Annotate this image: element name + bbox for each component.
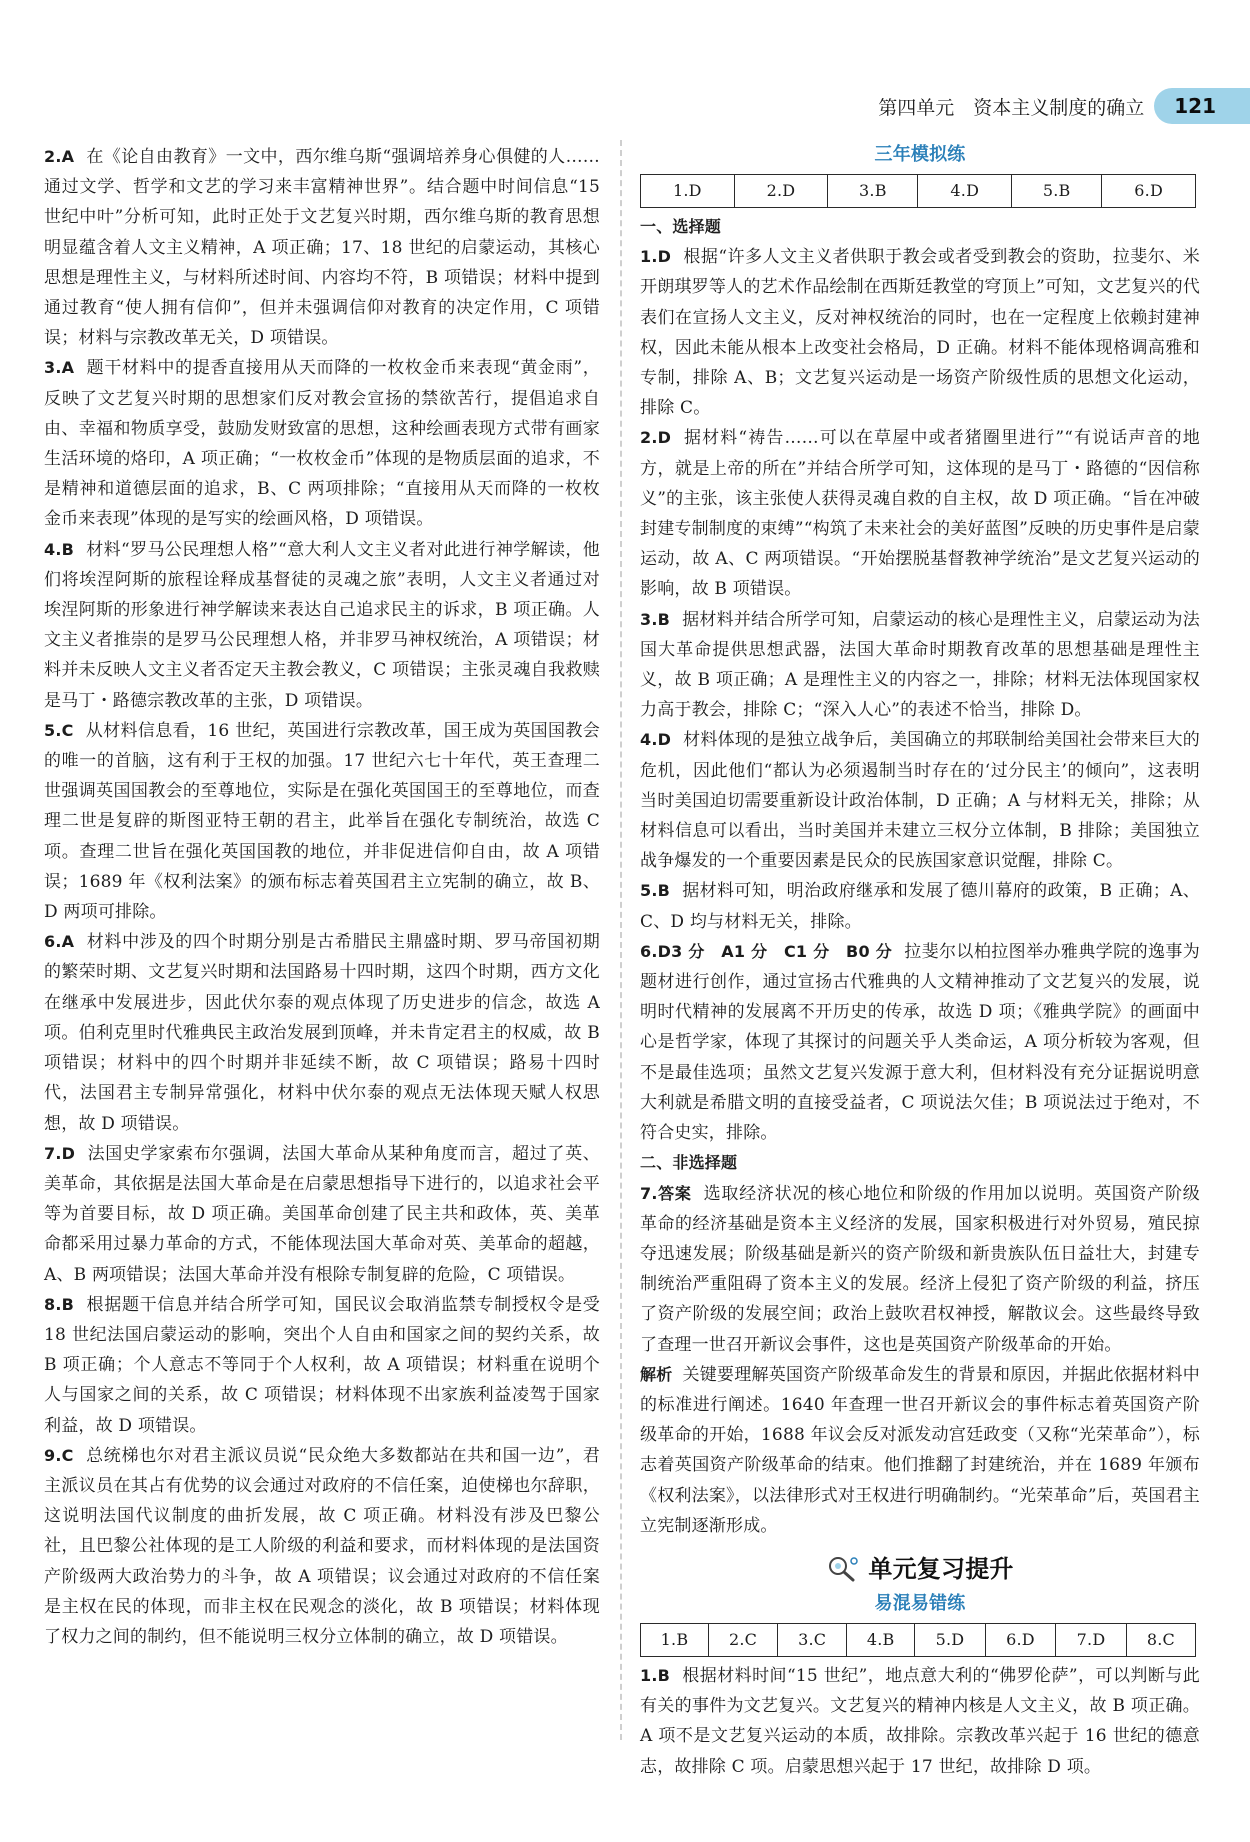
answer-item: 9.C 总统梯也尔对君主派议员说“民众绝大多数都站在共和国一边”，君主派议员在其占有优势的议会通过对政府的不信任案，迫使梯也尔辞职，这说明法国代议制度的曲折发展，故 C 项正确。材料没有涉及巴黎公社，且巴黎公社体现的是工人阶级的利益和要求，而材料体现的是法国资产阶级两大政治势力的斗争，故 A 项错误；议会通过对政府的不信任案是主权在民的体现，而非主权在民观念的淡化，故 B 项错误；材料体现了权力之间的制约，但不能说明三权分立体制的确立，故 D 项错误。: [44, 1445, 600, 1647]
answer-item: 6.A 材料中涉及的四个时期分别是古希腊民主鼎盛时期、罗马帝国初期的繁荣时期、文艺复兴时期和法国路易十四时期，这四个时期，西方文化在继承中发展进步，因此伏尔泰的观点体现了历史进步的信念，故选 A 项。伯利克里时代雅典民主政治发展到顶峰，并未肯定君主的权威，故 B 项错误；材料中的四个时期并非延续不断，故 C 项错误；路易十四时代，法国君主专制异常强化，材料中伏尔泰的观点无法体现天赋人权思想，故 D 项错误。: [44, 932, 600, 1134]
right-column: [640, 140, 1200, 1782]
practice-section-title: 三年模拟练: [874, 144, 966, 165]
review-section-title: 易混易错练: [874, 1592, 966, 1614]
left-column: [44, 142, 600, 1652]
page-header: [878, 88, 1250, 124]
answer-item: 5.C 从材料信息看，16 世纪，英国进行宗教改革，国王成为英国国教会的唯一的首脑，这有利于王权的加强。17 世纪六七十年代，英王查理二世强调英国国教会的至尊地位，实际是在强化英国国王的至尊地位，而查理二世是复辟的斯图亚特王朝的君主，此举旨在强化专制统治，故选 C 项。查理二世旨在强化英国国教的地位，并非促进信仰自由，故 A 项错误；1689 年《权利法案》的颁布标志着英国君主立宪制的确立，故 B、D 两项可排除。: [44, 720, 600, 923]
answer-cell: 3.B: [828, 175, 918, 208]
answer-item: 6.D3 分 A1 分 C1 分 B0 分 拉斐尔以柏拉图举办雅典学院的逸事为题材进行创作，通过宣扬古代雅典的人文精神推动了文艺复兴的发展，说明时代精神的发展离不开历史的传承，故选 D 项；《雅典学院》的画面中心是哲学家，体现了其探讨的问题关乎人类命运，A 项分析较为客观，但不是最佳选项；虽然文艺复兴发源于意大利，但材料没有充分证据说明意大利就是希腊文明的直接受益者，C 项说法欠佳；B 项说法过于绝对，不符合史实，排除。: [640, 941, 1201, 1144]
answer-item: 2.D 据材料“祷告……可以在草屋中或者猪圈里进行”“有说话声音的地方，就是上帝的所在”并结合所学可知，这体现的是马丁・路德的“因信称义”的主张，该主张使人获得灵魂自救的自主权，故 D 项正确。“旨在冲破封建专制制度的束缚”“构筑了未来社会的美好蓝图”反映的历史事件是启蒙运动，故 A、C 两项错误。“开始摆脱基督教神学统治”是文艺复兴运动的影响，故 B 项错误。: [640, 428, 1200, 600]
answer-item: 1.B 根据材料时间“15 世纪”，地点意大利的“佛罗伦萨”，可以判断与此有关的事件为文艺复兴。文艺复兴的精神内核是人文主义，故 B 项正确。A 项不是文艺复兴运动的本质，故排除。宗教改革兴起于 16 世纪的德意志，故排除 C 项。启蒙思想兴起于 17 世纪，故排除 D 项。: [640, 1665, 1200, 1777]
answer-item: 3.A 题干材料中的提香直接用从天而降的一枚枚金币来表现“黄金雨”，反映了文艺复兴时期的思想家们反对教会宣扬的禁欲苦行，提倡追求自由、幸福和物质享受，鼓励发财致富的思想，这种绘画表现方式带有画家生活环境的烙印，A 项正确；“一枚枚金币”体现的是物质层面的追求，不是精神和道德层面的追求，B、C 两项排除；“直接用从天而降的一枚枚金币来表现”体现的是写实的绘画风格，D 项错误。: [44, 358, 600, 530]
answer-item: 4.B 材料“罗马公民理想人格”“意大利人文主义者对此进行神学解读，他们将埃涅阿斯的旅程诠释成基督徒的灵魂之旅”表明，人文主义者通过对埃涅阿斯的形象进行神学解读来表达自己追求民主的诉求，B 项正确。人文主义者推崇的是罗马公民理想人格，并非罗马神权统治，A 项错误；材料并未反映人文主义者否定天主教会教义，C 项错误；主张灵魂自我救赎是马丁・路德宗教改革的主张，D 项错误。: [44, 539, 600, 711]
answer-item: 4.D 材料体现的是独立战争后，美国确立的邦联制给美国社会带来巨大的危机，因此他们“都认为必须遏制当时存在的‘过分民主’的倾向”，这表明当时美国迫切需要重新设计政治体制，D 正确；A 与材料无关，排除；从材料信息可以看出，当时美国并未建立三权分立体制，B 排除；美国独立战争爆发的一个重要因素是民众的民族国家意识觉醒，排除 C。: [640, 730, 1200, 872]
answer-item: 2.A 在《论自由教育》一文中，西尔维乌斯“强调培养身心俱健的人……通过文学、哲学和文艺的学习来丰富精神世界”。结合题中时间信息“15 世纪中叶”分析可知，此时正处于文艺复兴时期，西尔维乌斯的教育思想明显蕴含着人文主义精神，A 项正确；17、18 世纪的启蒙运动，其核心思想是理性主义，与材料所述时间、内容均不符，B 项错误；材料中提到通过教育“使人拥有信仰”，但并未强调信仰对教育的决定作用，C 项错误；材料与宗教改革无关，D 项错误。: [44, 147, 600, 349]
answer-cell: 4.B: [847, 1623, 915, 1656]
choice-section-heading: 一、选择题: [640, 217, 722, 236]
answer-cell: 6.D: [1102, 175, 1196, 208]
review-answer-table: [640, 1623, 1196, 1657]
answer-cell: 5.D: [915, 1623, 986, 1656]
answer-cell: 4.D: [918, 175, 1012, 208]
answer-cell: 2.D: [734, 175, 828, 208]
answer-cell: 3.C: [778, 1623, 847, 1656]
answer-item: 7.D 法国史学家索布尔强调，法国大革命从某种角度而言，超过了英、美革命，其依据是法国大革命是在启蒙思想指导下进行的，以追求社会平等为首要目标，故 D 项正确。美国革命创建了民主共和政体，英、美革命都采用过暴力革命的方式，不能体现法国大革命对英、美革命的超越，A、B 两项错误；法国大革命并没有根除专制复辟的危险，C 项错误。: [44, 1143, 600, 1285]
answer-cell: 6.D: [985, 1623, 1056, 1656]
answer-cell: 7.D: [1056, 1623, 1127, 1656]
answer-cell: 1.D: [641, 175, 735, 208]
nonchoice-section-heading: 二、非选择题: [640, 1153, 738, 1173]
practice-answer-table: [640, 174, 1196, 208]
answer-item: 1.D 根据“许多人文主义者供职于教会或者受到教会的资助，拉斐尔、米开朗琪罗等人的艺术作品绘制在西斯廷教堂的穹顶上”可知，文艺复兴的代表们在宣扬人文主义，反对神权统治的同时，也在一定程度上依赖封建神权，因此未能从根本上改变社会格局，D 正确。材料不能体现格调高雅和专制，排除 A、B；文艺复兴运动是一场资产阶级性质的思想文化运动，排除 C。: [640, 247, 1200, 419]
answer-item: 5.B 据材料可知，明治政府继承和发展了德川幕府的政策，B 正确；A、C、D 均与材料无关，排除。: [640, 881, 1200, 932]
analysis-item: 解析 关键要理解英国资产阶级革命发生的背景和原因，并据此依据材料中的标准进行阐述。1640 年查理一世召开新议会的事件标志着英国资产阶级革命的开始，1688 年议会反对派发动宫廷政变（又称“光荣革命”），标志着英国资产阶级革命的结束。他们推翻了封建统治，并在 1689 年颁布《权利法案》，以法律形式对王权进行明确制约。“光荣革命”后，英国君主立宪制逐渐形成。: [640, 1364, 1201, 1536]
page-number: 121: [1154, 88, 1250, 124]
column-divider: [620, 140, 622, 1740]
answer-item: 3.B 据材料并结合所学可知，启蒙运动的核心是理性主义，启蒙运动为法国大革命提供思想武器，法国大革命时期教育改革的思想基础是理性主义，故 B 项正确；A 是理性主义的内容之一，排除；材料无法体现国家权力高于教会，排除 C；“深入人心”的表述不恰当，排除 D。: [640, 609, 1200, 721]
answer-cell: 1.B: [641, 1623, 709, 1656]
answer-cell: 5.B: [1012, 175, 1102, 208]
answer-item: 8.B 根据题干信息并结合所学可知，国民议会取消监禁专制授权令是受 18 世纪法国启蒙运动的影响，突出个人自由和国家之间的契约关系，故 B 项正确；个人意志不等同于个人权利，故 A 项错误；材料重在说明个人与国家之间的关系，故 C 项错误；材料体现不出家族利益凌驾于国家利益，故 D 项错误。: [44, 1294, 600, 1436]
unit-header-title: 第四单元 资本主义制度的确立: [878, 96, 1145, 119]
answer-item: 7.答案 选取经济状况的核心地位和阶级的作用加以说明。英国资产阶级革命的经济基础是资本主义经济的发展，国家积极进行对外贸易，殖民掠夺迅速发展；阶级基础是新兴的资产阶级和新贵族队伍日益壮大，封建专制统治严重阻碍了资本主义的发展。经济上侵犯了资产阶级的利益，挤压了资产阶级的发展空间；政治上鼓吹君权神授，解散议会。这些最终导致了查理一世召开新议会事件，这也是英国资产阶级革命的开始。: [640, 1183, 1200, 1355]
magnifier-icon: [826, 1554, 860, 1584]
answer-cell: 2.C: [708, 1623, 777, 1656]
unit-review-title: 单元复习提升: [640, 1549, 1200, 1589]
answer-cell: 8.C: [1126, 1623, 1195, 1656]
